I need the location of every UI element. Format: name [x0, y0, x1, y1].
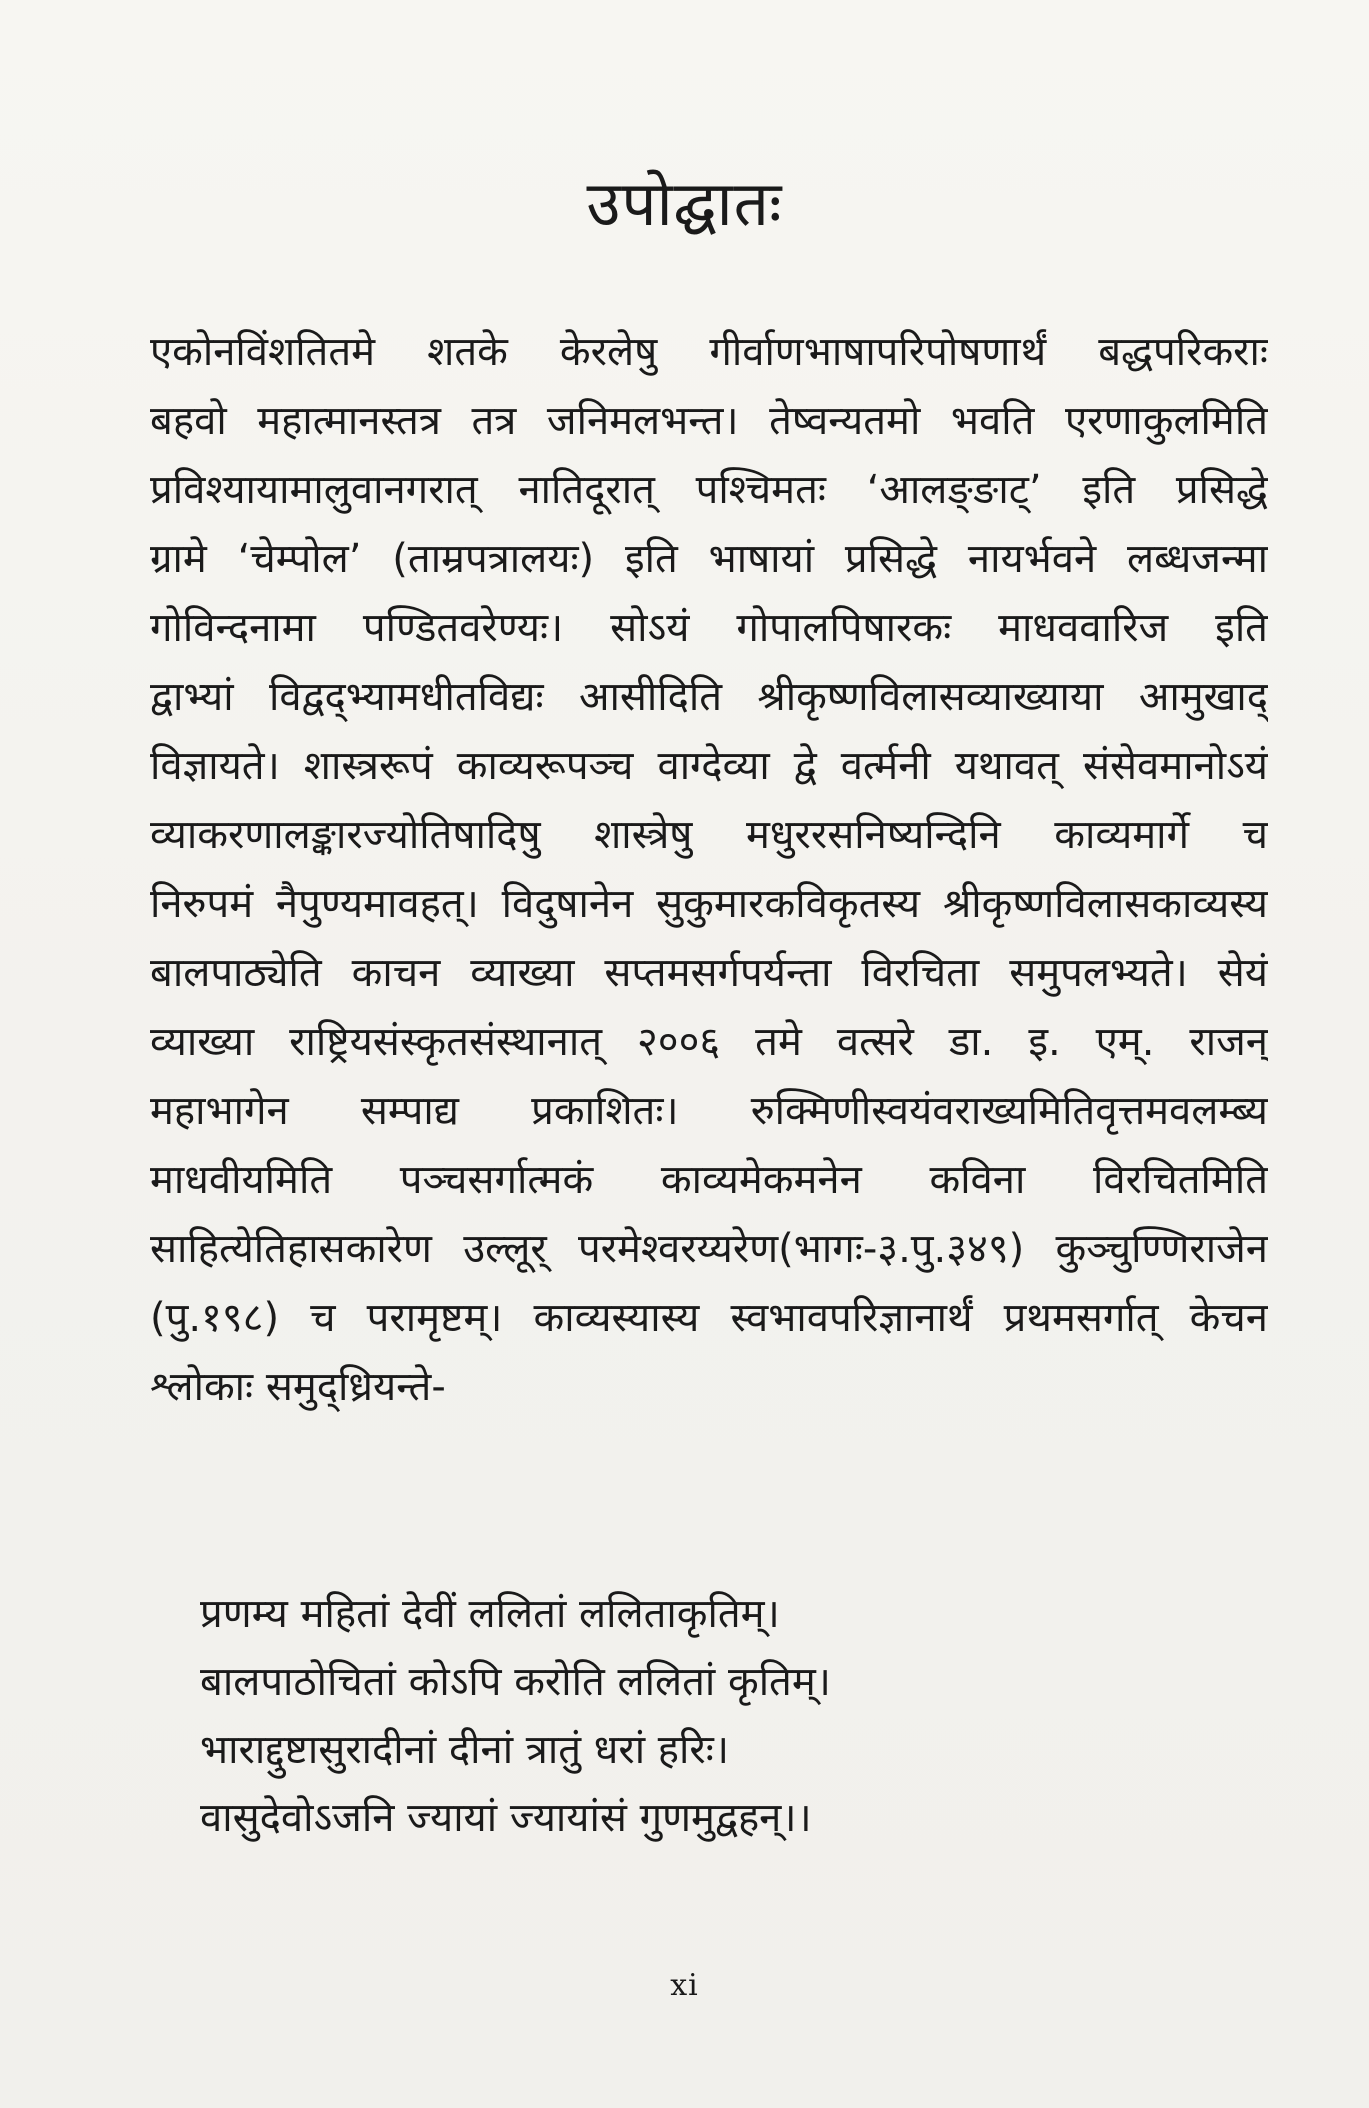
quoted-verse	[200, 1580, 1200, 1852]
paragraph-line: बालपाठ्येति काचन व्याख्या सप्तमसर्गपर्यन्ता विरचिता समुपलभ्यते। सेयं	[150, 950, 1268, 996]
paragraph-line: ग्रामे ‘चेम्पोल’ (ताम्रपत्रालयः) इति भाषायां प्रसिद्धे नायर्भवने लब्धजन्मा	[150, 536, 1268, 582]
paragraph-line: व्याकरणालङ्कारज्योतिषादिषु शास्त्रेषु मधुररसनिष्यन्दिनि काव्यमार्गे च	[150, 812, 1268, 858]
verse-line: भाराद्दुष्टासुरादीनां दीनां त्रातुं धरां हरिः।	[200, 1727, 729, 1773]
verse-line: बालपाठोचितां कोऽपि करोति ललितां कृतिम्।	[200, 1659, 831, 1705]
intro-paragraph	[150, 318, 1268, 1422]
page-title: उपोद्घातः	[586, 167, 783, 240]
paragraph-line: श्लोकाः समुद्ध्रियन्ते-	[150, 1364, 446, 1410]
paragraph-line: द्वाभ्यां विद्वद्भ्यामधीतविद्यः आसीदिति श्रीकृष्णविलासव्याख्याया आमुखाद्	[150, 674, 1268, 720]
paragraph-line: बहवो महात्मानस्तत्र तत्र जनिमलभन्त। तेष्वन्यतमो भवति एरणाकुलमिति	[150, 398, 1268, 444]
paragraph-line: व्याख्या राष्ट्रियसंस्कृतसंस्थानात् २००६ तमे वत्सरे डा. इ. एम्. राजन्	[150, 1019, 1268, 1065]
paragraph-line: गोविन्दनामा पण्डितवरेण्यः। सोऽयं गोपालपिषारकः माधववारिज इति	[150, 605, 1268, 651]
paragraph-line: साहित्येतिहासकारेण उल्लूर् परमेश्वरय्यरेण(भागः-३.पु.३४९) कुञ्चुण्णिराजेन	[150, 1226, 1268, 1272]
paragraph-line: प्रविश्यायामालुवानगरात् नातिदूरात् पश्चिमतः ‘आलङ्ङाट्’ इति प्रसिद्धे	[150, 467, 1268, 513]
page-number: xi	[670, 1968, 699, 2003]
paragraph-line: एकोनविंशतितमे शतके केरलेषु गीर्वाणभाषापरिपोषणार्थं बद्धपरिकराः	[150, 329, 1268, 375]
verse-line: प्रणम्य महितां देवीं ललितां ललिताकृतिम्।	[200, 1591, 780, 1637]
paragraph-line: महाभागेन सम्पाद्य प्रकाशितः। रुक्मिणीस्वयंवराख्यमितिवृत्तमवलम्ब्य	[150, 1088, 1268, 1134]
paragraph-line: निरुपमं नैपुण्यमावहत्। विदुषानेन सुकुमारकविकृतस्य श्रीकृष्णविलासकाव्यस्य	[150, 881, 1268, 927]
paragraph-line: माधवीयमिति पञ्चसर्गात्मकं काव्यमेकमनेन कविना विरचितमिति	[150, 1157, 1268, 1203]
paragraph-line: विज्ञायते। शास्त्ररूपं काव्यरूपञ्च वाग्देव्या द्वे वर्त्मनी यथावत् संसेवमानोऽयं	[150, 743, 1268, 789]
paragraph-line: (पु.१९८) च परामृष्टम्। काव्यस्यास्य स्वभावपरिज्ञानार्थं प्रथमसर्गात् केचन	[150, 1295, 1268, 1341]
verse-line: वासुदेवोऽजनि ज्यायां ज्यायांसं गुणमुद्वहन्।।	[200, 1795, 812, 1841]
